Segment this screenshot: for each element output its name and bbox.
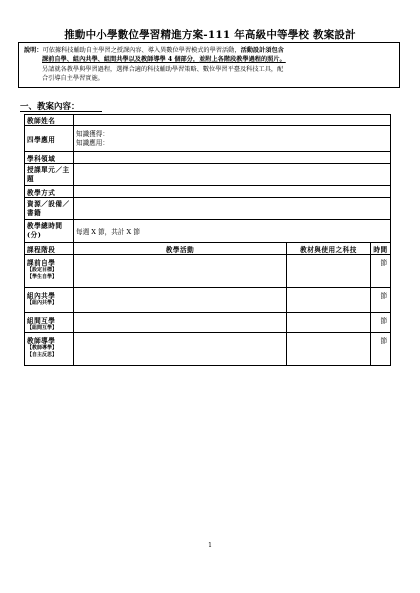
stage-sub: 【設定目標】	[27, 267, 58, 273]
unit-label-line-1: 授課單元／主	[27, 165, 70, 174]
subject-cell[interactable]	[74, 152, 391, 164]
method-label: 教學方式	[25, 186, 74, 198]
table-row-subject	[25, 152, 391, 164]
tech-header: 教材與使用之科技	[287, 243, 371, 255]
stage-cell	[25, 333, 74, 366]
subject-label: 學科領域	[25, 152, 74, 164]
stage-name: 課前自學	[27, 259, 56, 267]
resource-cell[interactable]	[74, 198, 391, 220]
method-cell[interactable]	[74, 186, 391, 198]
table-row-resource	[25, 198, 391, 220]
note-line-2	[24, 55, 394, 64]
note-line-3: 另請就各教學與學習過程，選擇合適的科技輔助學習策略、數位學習平臺及科技工具，配	[42, 65, 284, 73]
time-cell[interactable]: 節	[371, 288, 391, 313]
instruction-note-box	[18, 42, 400, 88]
section-heading-underline	[20, 111, 102, 112]
stage-cell	[25, 288, 74, 313]
page-number: 1	[208, 542, 212, 549]
teacher-name-cell[interactable]	[74, 115, 391, 126]
hours-cell[interactable]: 每週 X 節，共計 X 節	[74, 220, 391, 243]
lesson-plan-table	[24, 114, 391, 366]
note-line-1	[24, 46, 394, 55]
unit-label-line-2: 題	[27, 174, 35, 183]
tech-cell[interactable]	[287, 333, 371, 366]
stage-sub: 【組間互學】	[27, 325, 58, 331]
hours-label	[25, 220, 74, 243]
tech-cell[interactable]	[287, 313, 371, 333]
time-cell[interactable]: 節	[371, 333, 391, 366]
stage-row-between-group	[25, 313, 391, 333]
stage-cell	[25, 255, 74, 288]
note-line1-text: 可依據科技輔助自主學習之授課內容、導入異數位學習模式的學習活動，	[42, 47, 241, 54]
tech-cell[interactable]	[287, 255, 371, 288]
teacher-name-label: 教師姓名	[25, 115, 74, 126]
stage-cell	[25, 313, 74, 333]
tech-cell[interactable]	[287, 288, 371, 313]
document-title: 推動中小學數位學習精進方案-111 年高級中等學校 教案設計	[64, 29, 356, 41]
hours-label-line-1: 教學總時間	[27, 222, 63, 230]
note-line2-emphasis-a: 課前自學、組內共學、組間共學以及教師導學 4 個部分，	[42, 56, 200, 64]
note-line-4: 合引導自主學習實施。	[42, 75, 104, 83]
activity-cell[interactable]	[74, 313, 287, 333]
unit-cell[interactable]	[74, 164, 391, 186]
stage-row-in-group	[25, 288, 391, 313]
note-line2-emphasis-b: 並附上各階段教學過程的照片。	[199, 56, 286, 64]
table-row-unit	[25, 164, 391, 186]
resource-label-line-1: 資源／設備／	[27, 199, 70, 208]
activity-header: 教學活動	[74, 243, 287, 255]
stage-sub: 【組內共學】	[27, 300, 58, 306]
stage-sub: 【教師導學】	[27, 345, 58, 351]
note-label: 說明：	[24, 47, 43, 54]
note-line1-emphasis: 活動設計須包含	[240, 47, 284, 54]
time-cell[interactable]: 節	[371, 255, 391, 288]
activity-cell[interactable]	[74, 255, 287, 288]
four-learning-line-2: 知識應用：	[76, 138, 109, 147]
activity-cell[interactable]	[74, 333, 287, 366]
four-learning-cell[interactable]	[74, 126, 391, 152]
table-header-row	[25, 243, 391, 255]
stage-header: 課程階段	[25, 243, 74, 255]
resource-label	[25, 198, 74, 220]
table-row-teacher	[25, 115, 391, 126]
section-heading: 一、教案內容：	[20, 102, 80, 112]
time-cell[interactable]: 節	[371, 313, 391, 333]
unit-label	[25, 164, 74, 186]
time-header: 時間	[371, 243, 391, 255]
stage-row-teacher-guided	[25, 333, 391, 366]
table-row-hours	[25, 220, 391, 243]
activity-cell[interactable]	[74, 288, 287, 313]
stage-sub: 【學生自學】	[27, 274, 58, 280]
stage-row-pre-study	[25, 255, 391, 288]
four-learning-label: 四學應用	[25, 126, 74, 152]
stage-name: 組間互學	[27, 317, 56, 325]
table-row-method	[25, 186, 391, 198]
table-row-four-learning	[25, 126, 391, 152]
stage-name: 組內共學	[27, 292, 56, 300]
stage-name: 教師導學	[27, 337, 56, 345]
four-learning-line-1: 知識獲得：	[76, 129, 109, 138]
resource-label-line-2: 書籍	[27, 208, 42, 217]
stage-sub: 【自主反思】	[27, 352, 58, 358]
hours-label-line-2: (分)	[27, 231, 42, 239]
